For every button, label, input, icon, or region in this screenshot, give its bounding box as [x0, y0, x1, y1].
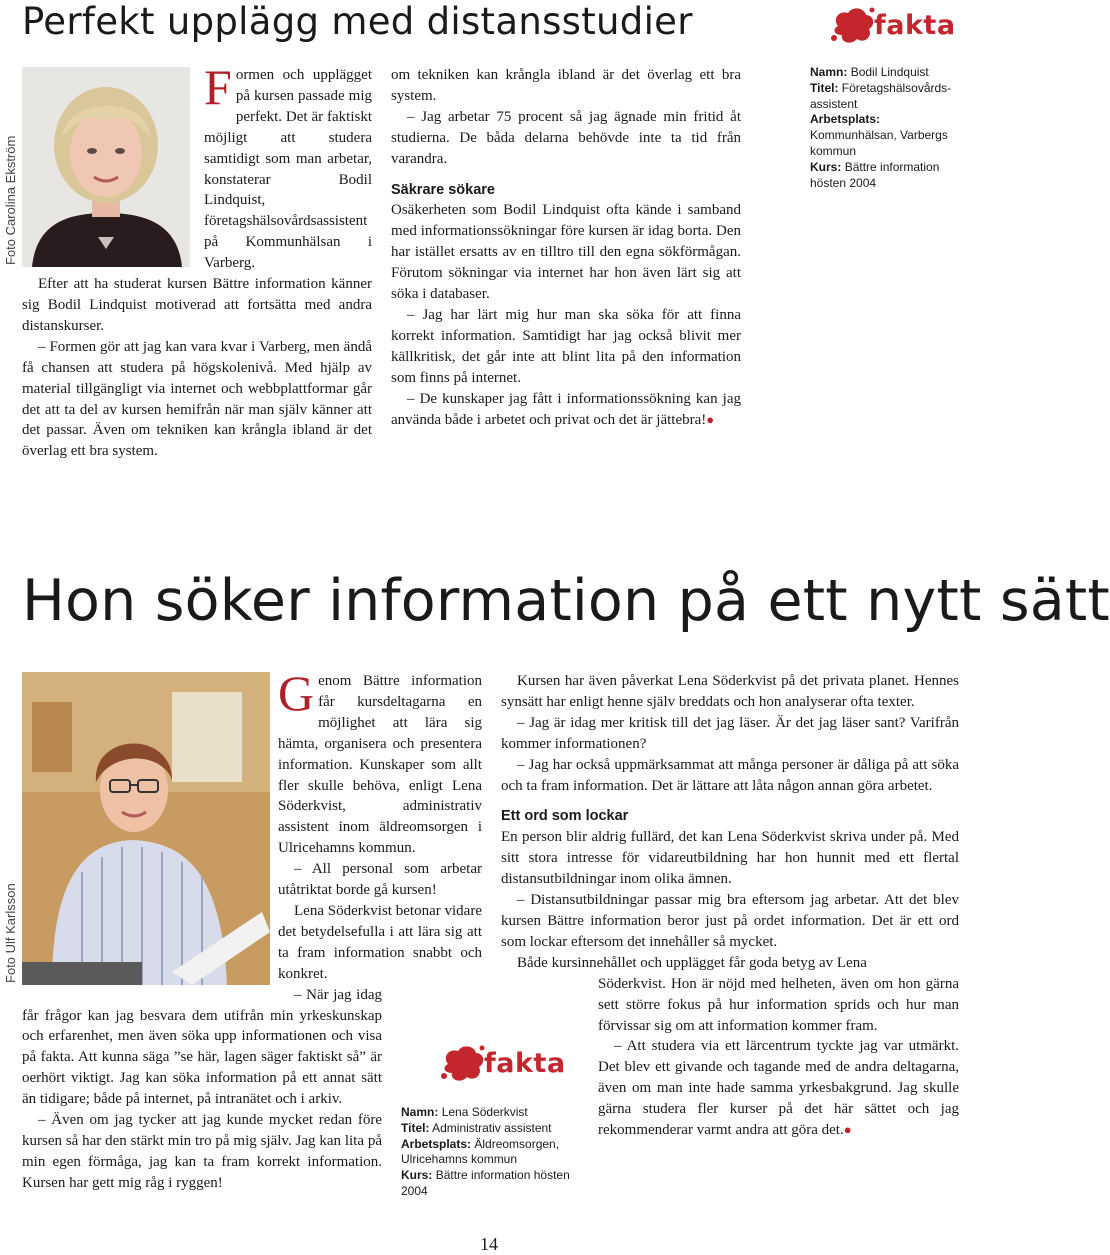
article2-p1-text: enom Bättre information får kursdeltagarna en möjlighet att lära sig hämta, organisera och presentera information. Kunskaper som allt fler skulle behöva, enligt Lena Söderkvist, administrativ assistent inom äldreomsorgen i Ulricehamns kommun.	[278, 673, 482, 857]
article2-p12	[598, 1036, 959, 1141]
article1-p3: – Formen gör att jag kan vara kvar i Varberg, men ändå få chansen att studera på högskolenivå. Med hjälp av material tillgängligt via internet och webbplattformar går det att ta del av kursen hemifrån när man själv känner att det passar. Även om tekniken kan krångla ibland är det överlag ett bra system.	[22, 338, 372, 460]
factbox-bodil	[810, 65, 955, 191]
factbox-label: Titel:	[810, 80, 839, 95]
factbox-value: Bodil Lindquist	[850, 65, 929, 79]
article1-p1: ormen och upplägget på kursen passade mig perfekt. Det är faktiskt möjligt att studera samtidigt som man arbetar, konstaterar Bodil Lindquist, företagshälsovårdsassistent på Kommunhälsan i Varberg.	[204, 67, 372, 272]
article2-p4: – När jag idag får frågor kan jag besvara dem utifrån min yrkeskunskap och erfarenhet, men även söka upp informationen och visa på fakta. Att kunna säga ”se här, lagen säger faktiskt så” är oerhört viktigt. Jag kan söka information på ett annat sätt än tidigare; både på internet, på intranätet och i arkiv.	[22, 986, 382, 1108]
article2-p12-text: – Att studera via ett lärcentrum tyckte jag var utmärkt. Det blev ett givande och tagande med de andra deltagarna, även om man inte hade samma yrkesbakgrund. Jag skulle gärna studera fler kurser på det här sättet och jag rekommenderar varmt andra att göra det.	[598, 1038, 959, 1139]
article1-p7-display-text: – De kunskaper jag fått i informationssökning kan jag använda både i arbetet och privat och det är jättebra!	[391, 390, 741, 428]
factbox-value: Bättre information hösten 2004	[401, 1168, 570, 1198]
article2-p8: – Jag har också uppmärksammat att många personer är dåliga på att söka och ta fram information. Det är lättare att låta någon annan göra arbetet.	[501, 756, 959, 794]
dropcap: F	[204, 59, 232, 115]
article2-p5: – Även om jag tycker att jag kunde mycket redan före kursen så har den stärkt min tro på mig själv. Jag kan lita på min egen förmåga, jag kan ta fram korrekt information. Kursen har gett mig råg i ryggen!	[22, 1112, 382, 1191]
article1-subhead-display: Säkrare sökare	[391, 181, 495, 198]
factbox-namn	[810, 65, 955, 81]
article1-p7-display	[391, 389, 741, 431]
article2-p10: – Distansutbildningar passar mig bra eftersom jag arbetar. Att det blev kursen Bättre information beror just på ordet information. Det är ett ord som lockar eftersom det innehåller så mycket.	[501, 892, 959, 950]
article1-p6-display: – Jag har lärt mig hur man ska söka för att finna korrekt information. Samtidigt har jag också blivit mer källkritisk, det går inte att blint lita på den information som finns på internet.	[391, 306, 741, 386]
fakta-logo-text: fakta	[484, 1048, 566, 1079]
fakta-splat-icon	[440, 1042, 486, 1086]
factbox-kurs	[401, 1168, 586, 1200]
article1-p2: Efter att ha studerat kursen Bättre information känner sig Bodil Lindquist motiverad att fortsätta med andra distanskurser.	[22, 276, 372, 334]
article1-p5-display: Osäkerheten som Bodil Lindquist ofta kände i samband med informationssökningar före kursen är idag borta. Den har istället ersatts av en tilltro till den egna sökförmågan. Förutom sökningar via internet har hon även lärt sig att söka i databaser.	[391, 202, 741, 303]
fakta-logo-text: fakta	[874, 10, 956, 41]
article2-p7: – Jag är idag mer kritisk till det jag läser. Är det jag läser sant? Varifrån kommer informationen?	[501, 714, 959, 752]
end-mark-icon: ●	[843, 1122, 852, 1138]
factbox-value: Kommunhälsan, Varbergs kommun	[810, 128, 948, 158]
article1-p3-continuation: om tekniken kan krångla ibland är det överlag ett bra system.	[391, 67, 741, 104]
factbox-value: Lena Söderkvist	[441, 1105, 528, 1119]
article2-p9: En person blir aldrig fullärd, det kan Lena Söderkvist skriva under på. Med sitt stora intresse för vidareutbildning har hon hunnit med ett flertal distansutbildningar inom olika ämnen.	[501, 829, 959, 888]
article2-p11b: Söderkvist. Hon är nöjd med helheten, även om hon gärna sett större fokus på hur information sprids och hur man förvissar sig om att information kommer fram.	[598, 975, 959, 1034]
article2-subhead: Ett ord som lockar	[501, 808, 629, 825]
photo-credit: Foto Ulf Karlsson	[3, 883, 18, 983]
factbox-label: Namn:	[401, 1105, 439, 1119]
factbox-label: Kurs:	[401, 1168, 433, 1183]
article1-column1	[22, 59, 372, 462]
factbox-value: Företagshälsovårds-assistent	[810, 80, 952, 111]
factbox-label: Arbetsplats:	[810, 112, 881, 127]
factbox-kurs	[810, 160, 955, 192]
page-number: 14	[480, 1234, 498, 1254]
article2-p6: Kursen har även påverkat Lena Söderkvist på det privata planet. Hennes synsätt har enligt henne själv breddats och hon analyserar ofta texter.	[501, 673, 959, 710]
factbox-arbetsplats	[810, 112, 955, 159]
article1-p4-display: – Jag arbetar 75 procent så jag ägnade min fritid åt studierna. De båda delarna behövde inte ta tid från varandra.	[391, 108, 741, 167]
article1-column2-top	[391, 65, 741, 430]
factbox-titel	[810, 81, 955, 113]
photo-credit: Foto Carolina Ekström	[3, 135, 18, 265]
factbox-label: Arbetsplats:	[401, 1136, 472, 1151]
factbox-value: Bättre information hösten 2004	[810, 159, 940, 190]
article2-narrow-column	[501, 974, 959, 1141]
end-mark-icon: ●	[706, 411, 715, 427]
dropcap: G	[278, 665, 315, 721]
article2-headline: Hon söker information på ett nytt sätt	[22, 568, 1110, 634]
factbox-arbetsplats	[401, 1137, 586, 1169]
article2-p11a: Både kursinnehållet och upplägget får goda betyg av Lena	[517, 954, 867, 971]
factbox-value: Äldreomsorgen, Ulricehamns kommun	[401, 1136, 560, 1167]
article1-headline: Perfekt upplägg med distansstudier	[22, 0, 693, 43]
fakta-logo	[830, 4, 956, 48]
article2-column2	[501, 671, 959, 1141]
article2-p3: Lena Söderkvist betonar vidare det betydelsefulla i att lära sig att ta fram information snabbt och konkret.	[278, 902, 482, 982]
factbox-value: Administrativ assistent	[432, 1120, 552, 1135]
factbox-label: Titel:	[401, 1120, 430, 1135]
factbox-label: Namn:	[810, 65, 848, 79]
photo1-spacer	[22, 65, 204, 271]
fakta-splat-icon	[830, 4, 876, 48]
factbox-label: Kurs:	[810, 159, 842, 174]
article2-p2: – All personal som arbetar utåtriktat borde gå kursen!	[278, 861, 482, 899]
photo2-spacer	[22, 671, 278, 1005]
